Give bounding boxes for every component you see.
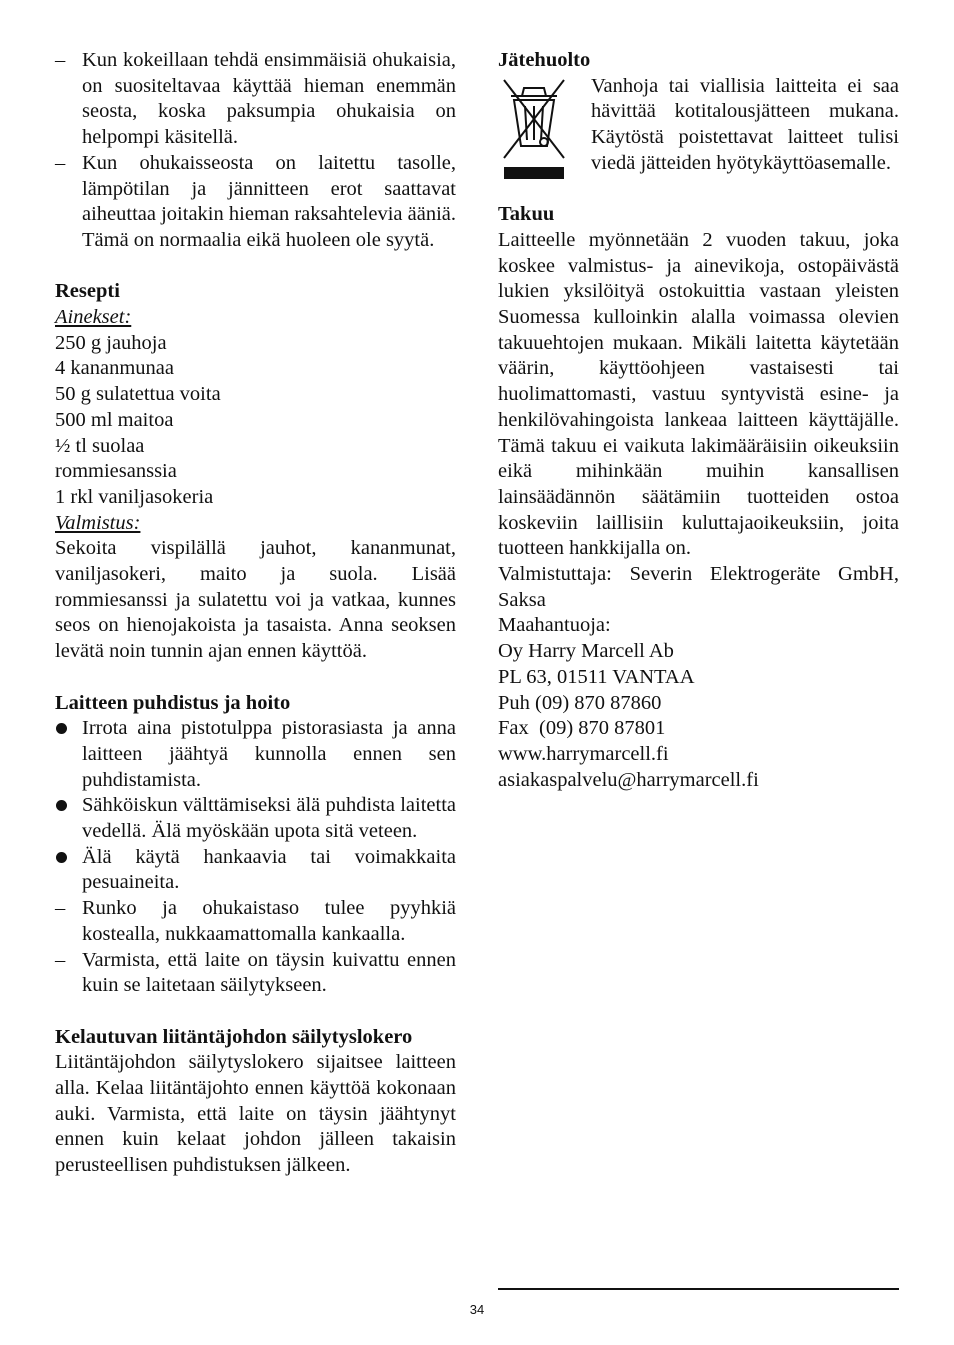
cleaning-item	[55, 948, 456, 999]
cleaning-text: Älä käytä hankaavia tai voimakkaita pesuaineita.	[82, 845, 456, 894]
cleaning-item	[55, 716, 456, 793]
footer-rule	[498, 1288, 899, 1290]
importer-label: Maahantuoja:	[498, 614, 611, 637]
warranty-text: Laitteelle myönnetään 2 vuoden takuu, joka koskee valmistus- ja ainevikoja, ostopäivästä lukien yksilöityä ostokuittia vastaan yleisten Suomessa kulloinkin alalla voimassa olevien takuuehtojen mukaan. Mikäli laitetta käytetään väärin, käyttöohjeen vastaisesti tai huolimattomasti, vastuu syntyvistä esine- ja henkilövahingoista lankeaa laitteen käyttäjälle. Tämä takuu ei vaikuta lakimääräisiin oikeuksiin eikä mihinkään muihin kansallisen lainsäädännön säätämiin tuotteiden ostoa koskeviin laillisiin kuluttajaoikeuksiin, joita tuotteen hankkijalla on.	[498, 228, 899, 560]
cleaning-item	[55, 845, 456, 896]
dash-marker: –	[55, 948, 66, 971]
cleaning-text: Varmista, että laite on täysin kuivattu ennen kuin se laitetaan säilytykseen.	[82, 948, 456, 997]
tip-text: Kun ohukaisseosta on laitettu tasolle, lämpötilan ja jännitteen erot saattavat aiheuttaa joitakin hieman raksahtelevia ääniä. Tämä on normaalia eikä huoleen ole syytä.	[82, 151, 456, 251]
warranty-heading: Takuu	[498, 203, 555, 226]
bullet-dot-icon	[56, 723, 67, 734]
cord-section	[55, 1025, 456, 1179]
cleaning-text: Sähköiskun välttämiseksi älä puhdista laitetta vedellä. Älä myöskään upota sitä veteen.	[82, 794, 456, 843]
cleaning-item	[55, 896, 456, 947]
recipe-heading: Resepti	[55, 280, 120, 303]
importer-line: Fax (09) 870 87801	[498, 717, 666, 740]
cord-heading: Kelautuvan liitäntäjohdon säilytyslokero	[55, 1025, 413, 1048]
cleaning-text: Runko ja ohukaistaso tulee pyyhkiä kostealla, nukkaamattomalla kankaalla.	[82, 897, 456, 945]
cleaning-heading: Laitteen puhdistus ja hoito	[55, 691, 291, 714]
manufacturer-text: Valmistuttaja: Severin Elektrogeräte GmbH, Saksa	[498, 563, 899, 611]
disposal-heading: Jätehuolto	[498, 49, 591, 71]
cleaning-item	[55, 793, 456, 844]
dash-marker: –	[55, 49, 66, 71]
disposal-text: Vanhoja tai viallisia laitteita ei saa hävittää kotitalousjätteen mukana. Käytöstä poistettavat laitteet tulisi viedä jätteiden hyötykäyttöasemalle.	[591, 74, 899, 174]
importer-line: Oy Harry Marcell Ab	[498, 640, 674, 663]
tip-item	[55, 48, 456, 151]
ingredient-item: 1 rkl vaniljasokeria	[55, 485, 214, 508]
right-column	[498, 48, 899, 793]
ingredient-item: 250 g jauhoja	[55, 331, 167, 354]
warranty-section	[498, 202, 899, 793]
tip-item	[55, 151, 456, 254]
left-column	[55, 48, 456, 1179]
page-number: 34	[469, 1302, 485, 1317]
cleaning-section	[55, 691, 456, 999]
ingredient-item: 500 ml maitoa	[55, 408, 174, 431]
cleaning-text: Irrota aina pistotulppa pistorasiasta ja anna laitteen jäähtyä kunnolla ennen sen puhdistamista.	[82, 717, 456, 791]
method-label: Valmistus:	[55, 511, 141, 534]
tips-list	[55, 48, 456, 254]
ingredient-item: rommiesanssia	[55, 460, 177, 483]
ingredient-item: 50 g sulatettua voita	[55, 383, 221, 406]
bullet-dot-icon	[56, 800, 67, 811]
importer-line: www.harrymarcell.fi	[498, 742, 669, 765]
ingredient-item: 4 kananmunaa	[55, 357, 174, 380]
dash-marker: –	[55, 897, 66, 920]
importer-line: PL 63, 01511 VANTAA	[498, 665, 695, 688]
method-text: Sekoita vispilällä jauhot, kananmunat, vaniljasokeri, maito ja suola. Lisää rommiesanssi ja sulatettu voi ja vatkaa, kunnes seos on hienojakoista ja tasaista. Anna seoksen levätä noin tunnin ajan ennen käyttöä.	[55, 537, 456, 663]
tip-text: Kun kokeillaan tehdä ensimmäisiä ohukaisia, on suositeltavaa käyttää hieman enemmän seosta, koska paksumpia ohukaisia on helpompi käsitellä.	[82, 49, 456, 149]
ingredient-item: ½ tl suolaa	[55, 434, 145, 457]
cord-text: Liitäntäjohdon säilytyslokero sijaitsee laitteen alla. Kelaa liitäntäjohto ennen käyttöä kokonaan auki. Varmista, että laite on täysin jäähtynyt ennen kuin kelaat johdon jälleen takaisin perusteellisen puhdistuksen jälkeen.	[55, 1051, 456, 1177]
bullet-dot-icon	[56, 852, 67, 863]
ingredients-label: Ainekset:	[55, 306, 132, 329]
recipe-section	[55, 279, 456, 665]
importer-line: Puh (09) 870 87860	[498, 691, 662, 714]
crossed-out-wheelie-bin-icon	[498, 76, 570, 186]
importer-line: asiakaspalvelu@harrymarcell.fi	[498, 768, 759, 791]
dash-marker: –	[55, 151, 66, 174]
disposal-section	[498, 48, 899, 177]
